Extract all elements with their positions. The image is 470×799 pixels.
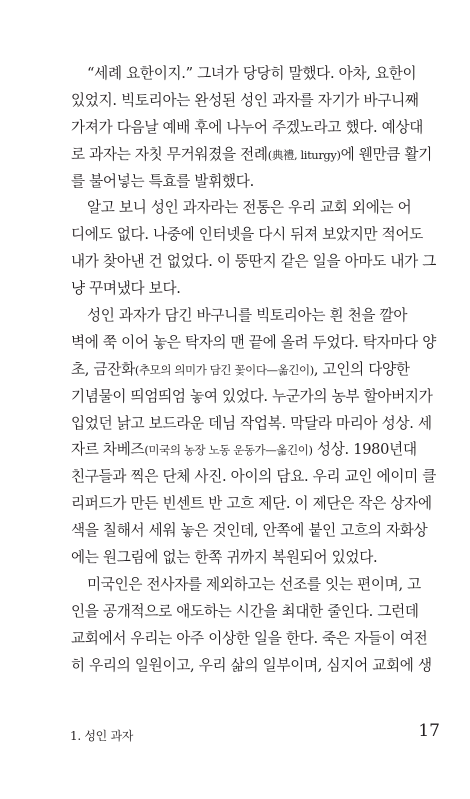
text-line <box>71 303 441 330</box>
text-line <box>71 142 441 169</box>
text-line <box>71 357 441 384</box>
paragraph <box>71 195 441 303</box>
text-line <box>71 115 441 142</box>
paragraph <box>71 572 441 680</box>
text-run: 친구들과 찍은 단체 사진. 아이의 담요. 우리 교인 에이미 클 <box>71 468 437 486</box>
inline-note: (추모의 의미가 담긴 꽃이다—옮긴이) <box>134 362 314 377</box>
text-line <box>71 384 441 411</box>
text-run: 인을 공개적으로 애도하는 시간을 최대한 줄인다. 그런데 <box>71 602 419 620</box>
text-run: 입었던 낡고 보드라운 데님 작업복. 막달라 마리아 성상. 세 <box>71 414 432 432</box>
page-body <box>71 61 441 679</box>
text-run: 색을 칠해서 세워 놓은 것인데, 안쪽에 붙인 고흐의 자화상 <box>71 522 428 540</box>
text-line <box>71 249 441 276</box>
text-run: 에는 원그림에 없는 한쪽 귀까지 복원되어 있었다. <box>71 549 378 567</box>
text-run: 기념물이 띄엄띄엄 놓여 있었다. 누군가의 농부 할아버지가 <box>71 387 433 405</box>
text-run: 로 과자는 자칫 무거워졌을 전례 <box>71 145 268 163</box>
inline-note: (典禮, liturgy) <box>267 147 341 162</box>
text-run: 를 불어넣는 특효를 발휘했다. <box>71 172 254 190</box>
text-line <box>71 169 441 196</box>
text-line <box>71 464 441 491</box>
text-run: “세례 요한이지.” 그녀가 당당히 말했다. 아차, 요한이 <box>87 65 417 82</box>
text-line <box>71 276 441 303</box>
text-run: 교회에서 우리는 아주 이상한 일을 한다. 죽은 자들이 여전 <box>71 629 428 647</box>
text-run: , 고인의 다양한 <box>313 360 410 378</box>
text-line <box>71 545 441 572</box>
text-run: 성상. 1980년대 <box>312 441 417 459</box>
text-line <box>71 195 441 222</box>
text-run: 성인 과자가 담긴 바구니를 빅토리아는 흰 천을 깔아 <box>87 307 408 325</box>
text-run: 히 우리의 일원이고, 우리 삶의 일부이며, 심지어 교회에 생 <box>71 656 432 674</box>
text-line <box>71 411 441 438</box>
text-run: 자르 차베즈 <box>71 441 145 459</box>
text-run: 디에도 없다. 나중에 인터넷을 다시 뒤져 보았지만 적어도 <box>71 226 424 244</box>
text-line <box>71 491 441 518</box>
text-run: 가져가 다음날 예배 후에 나누어 주겠노라고 했다. 예상대 <box>71 118 424 136</box>
text-line <box>71 437 441 464</box>
text-run: 리퍼드가 만든 빈센트 반 고흐 제단. 이 제단은 작은 상자에 <box>71 495 432 513</box>
paragraph <box>71 303 441 572</box>
body-text <box>71 61 441 679</box>
text-run: 미국인은 전사자를 제외하고는 선조를 잇는 편이며, 고 <box>87 575 421 593</box>
paragraph <box>71 61 441 195</box>
inline-note: (미국의 농장 노동 운동가—옮긴이) <box>144 443 313 458</box>
running-footer-chapter: 1. 성인 과자 <box>70 729 134 743</box>
text-line <box>71 626 441 653</box>
page-number: 17 <box>418 721 440 741</box>
text-line <box>71 572 441 599</box>
text-run: 냥 꾸며냈다 보다. <box>71 280 181 298</box>
text-line <box>71 222 441 249</box>
text-line <box>71 61 441 88</box>
text-run: 내가 찾아낸 건 없었다. 이 뚱딴지 같은 일을 아마도 내가 그 <box>71 253 437 271</box>
text-line <box>71 653 441 680</box>
text-run: 알고 보니 성인 과자라는 전통은 우리 교회 외에는 어 <box>87 199 412 217</box>
text-line <box>71 599 441 626</box>
text-run: 벽에 쭉 이어 놓은 탁자의 맨 끝에 올려 두었다. 탁자마다 양 <box>71 333 437 351</box>
text-line <box>71 518 441 545</box>
text-run: 에 웬만큼 활기 <box>340 145 433 163</box>
text-line <box>71 88 441 115</box>
text-line <box>71 330 441 357</box>
text-run: 초, 금잔화 <box>71 360 135 378</box>
text-run: 있었지. 빅토리아는 완성된 성인 과자를 자기가 바구니째 <box>71 91 419 109</box>
